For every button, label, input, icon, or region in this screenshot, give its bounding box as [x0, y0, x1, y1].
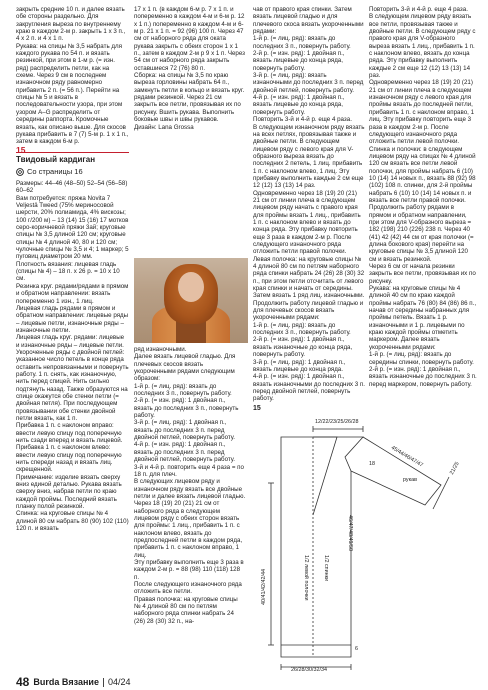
materials: Вам потребуется: пряжа Novita 7 Veljestä Tweed (75% мериносовой шерсти, 20% полиамида, 4% вискозы; 100 г/200 м) – 13 (14) 15 (16) 17 мотков серо-коричневой пряжи 3ай; круговые спицы № 3,5 длиной 120 см; круговые спицы № 4 длиной 40, 80 и 120 см; чулочные спицы № 3,5 и 4; 1 маркер; 5 пуговиц диаметром 20 мм. [16, 194, 129, 261]
top-measure: 12/22/23/25/26/28 [315, 419, 359, 425]
row-3: 3-й р. (= лиц. ряд): вязать изнаночными до последних 3 п. перед двойной петлей, повернуть работу. [253, 72, 364, 94]
model-face [178, 272, 204, 302]
paragraph: Повторить 3-й и 4-й р. еще 4 раза. [369, 6, 468, 13]
paragraph: Эту прибавку выполнить еще 3 раза в каждом 2-м р. = 88 (98) 110 (118) 128 п. [134, 558, 244, 581]
cardigan-photo [134, 258, 248, 343]
paragraph: Повторить 3-й и 4-й р. еще 4 раза. [253, 116, 352, 124]
right-front: Правая полочка: на круговые спицы № 4 длиной 80 см по петлям наборного ряда спинки набрать 24 (26) 28 (30) 32 п., на- [134, 595, 238, 625]
row-2: 2-й р. (= изн. ряд): 1 двойная п., вязать лицевые до конца ряда, повернуть работу. [253, 50, 345, 72]
paragraph: Продолжить работу рядами в прямом и обратном направлении, при этом для V-образного выреза = 182 (198) 210 (226) 238 п. Через 40 (41) 42 (42) 44 см от края полочки (= длина бокового края) перейти на круговые спицы № 3,5 длиной 120 см и вязать резинкой. [369, 204, 474, 263]
schematic-drawing [253, 405, 481, 675]
paragraph: Через 6 см от начала резинки закрыть все петли, провязывая их по рисунку. [369, 263, 476, 285]
column-3 [253, 6, 365, 401]
rib-pattern: Резинка круг. рядами/рядами в прямом и обратном направлении: вязать попеременно 1 изн., 1 лиц. [16, 282, 129, 305]
paragraph: В следующих лицевом ряду и изнаночном ряду вязать все двойные петли и далее вязать лицевой гладью. [134, 478, 246, 500]
row-4: 4-й р. (= изн. ряд): 1 двойная п., вязать изнаночными до последних 3 п. перед двойной петлей, повернуть работу. [253, 373, 365, 403]
row-4: 4-й р. (= изн. ряд): 1 двойная п., вязать лицевые до конца ряда, повернуть работу. [253, 94, 345, 116]
sleeves: Рукава: на круговые спицы № 4 длиной 40 см по краю каждой проймы набрать 76 (80) 84 (86) 86 п., начав от середины набранных для проймы петель. Вязать 1 р. изнаночными и 1 р. лицевыми по краю каждой проймы отметить маркером. Далее вязать укороченными рядами: [369, 285, 477, 351]
band-measure: 6 [355, 646, 358, 652]
stockinette-rows: Лицевая гладь рядами в прямом и обратном направлении: лицевые ряды – лицевые петли, изнаночные ряды – изнаночные петли. [16, 304, 129, 334]
schematic-number: 15 [253, 405, 261, 412]
section-subtitle [16, 167, 83, 176]
paragraph: Одновременно через 18 (19) 20 (21) 21 см от линии плеча в следующем изнаночном ряду с левого края для проймы вязать до последней петли, прибавить 1 п. с наклоном вправо, 1 лиц. Эту прибавку повторить еще 3 раза в каждом 2-м р. После следующего изнаночного ряда отложить петли левой полочки. [369, 79, 475, 146]
column-4 [369, 6, 477, 401]
sizes: Размеры: 44–46 (48–50) 52–54 (56–58) 60–62 [16, 180, 128, 195]
left-measure: 40/41/42/42/44 [261, 569, 267, 605]
paragraph: В следующем лицевом ряду вязать все петли, провязывая также и двойные петли. В следующем ряду с правого края для V-образного выреза вязать 1 лиц., прибавить 1 п. с наклоном влево, вязать до конца ряда. Эту прибавку выполнить каждые 2 см еще 12 (12) 13 (13) 14 раз. [369, 13, 476, 80]
column-1-section [16, 180, 129, 670]
left-front: Левая полочка: на круговые спицы № 4 длиной 80 см по петлям наборного ряда спинки набрать 24 (26) 28 (30) 32 п., при этом петли отсчитать от левого края спинки и начать от середины. Затем вязать 1 ряд лиц. изнаночными. Продолжить работу лицевой гладью и для плечевых скосов вязать укороченными рядами: [253, 255, 365, 322]
paragraph: Через 18 (19) 20 (21) 21 см от наборного ряда в следующем лицевом ряду с обеих сторон вязать для проймы: 1 лиц., прибавить 1 п. с наклоном влево, вязать до предпоследней петли в каждом ряда, прибавить 1 п. с наклоном вправо, 1 лиц. [134, 500, 243, 559]
paragraph: После следующего изнаночного ряда отложить все петли. [134, 581, 242, 596]
increase-left: Прибавка 1 п. с наклоном влево: ввести левую спицу под поперечную нить спереди назад и вязать лиц. скрещенной. [16, 444, 122, 474]
page-number: 48 [16, 675, 30, 689]
paragraph: Одновременно через 18 (19) 20 (21) 21 см от линии плеча в следующем лицевом ряду начать с правого края для проймы вязать 1 лиц., прибавить 1 п. с наклоном влево и вязать до конца ряда. Эту прибавку повторить еще 3 раза в каждом 2-м р. После следующего изнаночного ряда отложить петли правой полочки. [253, 189, 361, 256]
design-credit: Дизайн: Lana Grossa [134, 123, 194, 131]
paragraph: Далее вязать лицевой гладью. Для плечевых скосов вязать укороченными рядами следующим образом: [134, 353, 236, 383]
magazine-name: Burda Вязание [33, 677, 99, 687]
row-3: 3-й р. (= лиц. ряд): 1 двойная п., вязать до последних 3 п. перед двойной петлей, повернуть работу. [134, 419, 235, 442]
row-2: 2-й р. (= изн. ряд): 1 двойная п., вязать изнаночные до конца ряда, повернуть работу. [253, 336, 353, 359]
back-and-fronts: Спинка и полочки: в следующем лицевом ряду на спицах № 4 длиной 120 см вязать все петли левой полочки, для проймы набрать 6 (10) 10 (14) 14 новых п., вязать 88 (92) 98 (102) 108 п. спинки, для 2-й проймы набрать 6 (10) 10 (14) 14 новых п. и вязать все петли правой полочки. [369, 145, 476, 204]
paragraph: чав от правого края спинки. Затем вязать лицевой гладью и для плечевого скоса вязать укороченными рядами: [253, 6, 364, 36]
row-1: 1-й р. (= лиц. ряд): вязать до последних 3 п., повернуть работу. [253, 35, 351, 50]
row-1: 1-й р. (= лиц. ряд): вязать до последних 3 п., повернуть работу. [134, 382, 232, 398]
column-2-bottom [134, 346, 246, 666]
section-title: Твидовый кардиган [16, 155, 96, 164]
row-2: 2-й р. (= изн. ряд): 1 двойная п., вязать изнаночные до последних 3 п. перед маркером, повернуть работу. [369, 365, 477, 388]
paragraph: В следующем изнаночном ряду вязать на всех петлях, провязывая также и двойные петли. В следующем лицевом ряду с левого края для V-образного выреза вязать до последних 2 петель, 1 лиц. прибавить 1 п. с наклоном влево, 1 лиц. Эту прибавку выполнить каждые 2 см еще 12 (12) 13 (13) 14 раз. [253, 123, 365, 190]
assembly: Сборка: на спицы № 3,5 по краю выреза горловины набрать 64 п., замкнуть петли в кольцо и вязать круг. рядами резинкой. Через 21 см закрыть все петли, провязывая их по рисунку. Вшить рукава. Выполнить боковые швы и швы рукавов. [134, 72, 245, 124]
row-3: 3-й р. (= лиц. ряд): 1 двойная п., вязать лицевые до конца ряда. [253, 358, 346, 373]
row-2: 2-й р. (= изн. ряд): 1 двойная п., вязать до последних 3 п., повернуть работу. [134, 397, 239, 420]
subtitle-text: Со страницы 16 [27, 167, 83, 176]
stockinette-rounds: Лицевая гладь круг. рядами: лицевые и изнаночные ряды – лицевые петли. [16, 334, 125, 349]
page-footer [16, 675, 130, 689]
shoulder-measure: 46/47/48/49/50 [347, 515, 353, 551]
sleeve-length: 21/25 [449, 461, 461, 476]
issue-number: 04/24 [107, 677, 131, 687]
paragraph: 17 х 1 п. (в каждом 6-м р. 7 х 1 п. и попеременно в каждом 4-м и 6-м р. 12 х 1 п.) попеременно в каждом 4-м и 6-м р. 21 х 1 п. = 92 (96) 100 п. Через 47 см от наборного ряда для оката рукава закрыть с обеих сторон 1 х 1 п., затем в каждом 2-м р 9 х 1 п. Через 54 см от наборного ряда закрыть оставшиеся 72 (76) 80 п. [134, 6, 245, 72]
row-4: 4-й р. (= изн. ряд): 1 двойная п., вязать до последних 3 п. перед двойной петлей, повернуть работу. [134, 441, 235, 464]
gauge: Плотность вязания: лицевая гладь (спицы № 4) – 18 п. х 26 р. = 10 х 10 см. [16, 260, 120, 283]
note: Примечание: изделие вязать сверху вниз единой деталью. Рукава вязать сверху вниз, набрав петли по краю каждой проймы. Последний вязать планку полой резинкой. [16, 473, 122, 511]
increase-right: Прибавка 1 п. с наклоном вправо: ввести левую спицу под поперечную нить сзади вперед и вязать лицевой. [16, 422, 123, 445]
paragraph: ряд изнаночными. [134, 346, 187, 353]
paragraph: Рукава: на спицы № 3,5 набрать для каждого рукава по 54 п. и вязать резинкой, при этом в 1-м р. (= изн. ряд) распределить петли, как на схеме. Через 9 см в последнем изнаночном ряду равномерно прибавить 2 п. (= 56 п.). Перейти на спицы № 5 и вязать в последовательности узора, при этом узором А–G распределить от середины раппорта. Кромочные вязать, как описано выше. Для скосов рукава прибавить в 7 (7) 5-м р. 1 х 1 п., затем в каждом 6-м р. [16, 42, 129, 146]
bottom-measure: 26/28/30/32/34 [291, 667, 327, 673]
stitch-icon [16, 168, 24, 176]
sleeve-label: рукав [403, 477, 417, 483]
short-rows: Укороченные ряды с двойной петлей: указанное число петель в конце ряда оставить непровязанными и повернуть работу. 1 п. снять, как изнаночную, нить перед спицей. Нить сильно подтянуть назад. Также образуются на спице окажутся обе стенки петли (= двойная петля). При последующем провязывании обе стенки двойной петли вязать, как 1 п. [16, 348, 129, 422]
row-1: 1-й р. (= лиц. ряд): вязать до середины спинки, повернуть работу. [369, 351, 474, 366]
paragraph: закрыть средние 10 п. и далее вязать обе стороны раздельно. Для закругления выреза по внутреннему краю в каждом 2-м р. закрыть 1 х 3 п., 4 х 2 п. и 4 х 1 п. [16, 6, 126, 43]
row-1: 1-й р. (= лиц. ряд): вязать до последних 3 п., повернуть работу. [253, 321, 351, 337]
footer-divider [103, 678, 104, 687]
column-2-top [134, 6, 246, 256]
half-front-label: 1/2 левой полочки [303, 555, 309, 601]
back-instructions: Спинка: на круговые спицы № 4 длиной 80 см набрать 80 (90) 102 (110) 120 п. и вязать [16, 510, 129, 533]
pattern-schematic [253, 405, 481, 675]
section-number: 15 [16, 145, 26, 155]
neck-measure: 45/44/46/47/47 [389, 445, 424, 469]
half-back-label: 1/2 спинки [323, 555, 329, 581]
paragraph: 3-й и 4-й р. повторить еще 4 раза = по 18 п. для плеч. [134, 463, 244, 478]
side-measure: 18 [369, 461, 375, 467]
section-divider [16, 152, 129, 153]
